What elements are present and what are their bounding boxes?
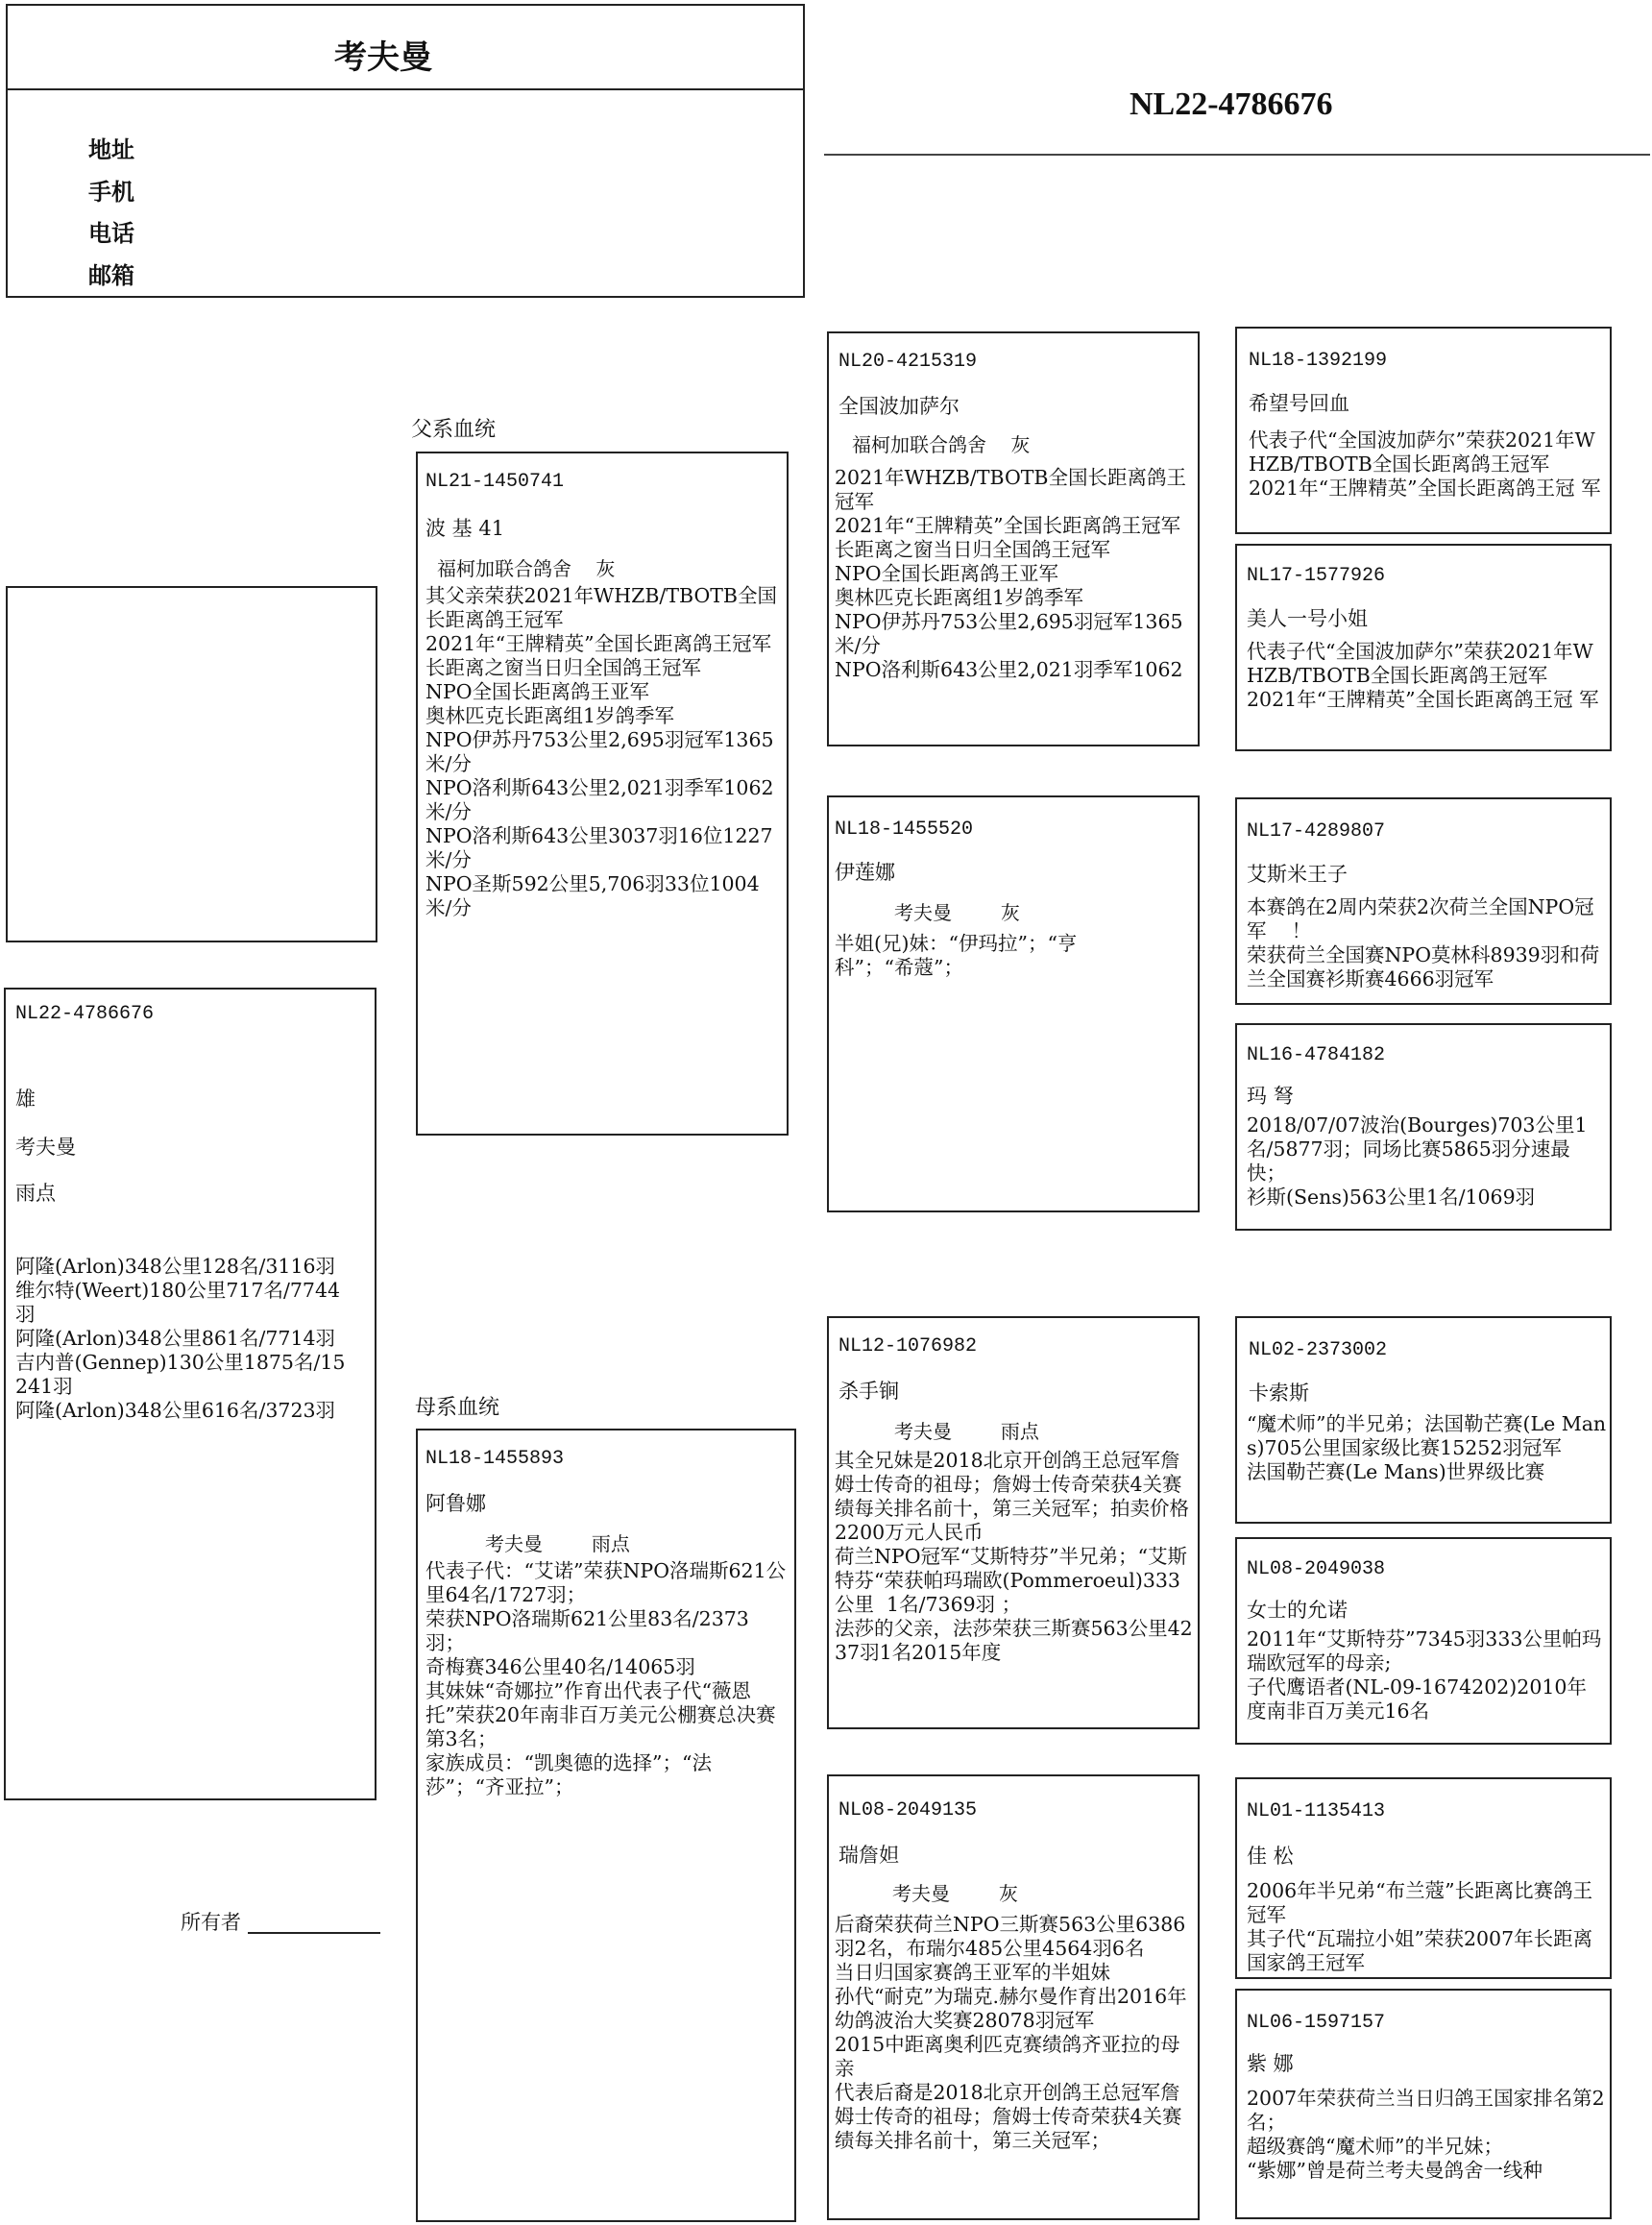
dss-name: 卡索斯: [1249, 1381, 1309, 1405]
dam-ring: NL18-1455893: [425, 1448, 565, 1470]
address-label: 地址: [88, 135, 134, 163]
sss-name: 希望号回血: [1249, 392, 1349, 415]
ssd-info: 代表子代“全国波加萨尔”荣获2021年WHZB/TBOTB全国长距离鸽王冠军 2021年“王牌精英”全国长距离鸽王冠 军: [1247, 640, 1599, 711]
dds-card: [1235, 1777, 1612, 1979]
ds-name: 杀手锏: [838, 1380, 899, 1403]
sds-name: 艾斯米王子: [1247, 863, 1348, 886]
sss-info: 代表子代“全国波加萨尔”荣获2021年WHZB/TBOTB全国长距离鸽王冠军 2021年“王牌精英”全国长距离鸽王冠 军: [1249, 428, 1601, 500]
mobile-label: 手机: [88, 178, 134, 206]
sss-ring: NL18-1392199: [1249, 350, 1388, 372]
dss-info: “魔术师”的半兄弟；法国勒芒赛(Le Mans)705公里国家级比赛15252羽冠军 法国勒芒赛(Le Mans)世界级比赛: [1247, 1412, 1607, 1483]
ssd-ring: NL17-1577926: [1247, 565, 1386, 587]
sire-breeder-color: 福柯加联合鸽舍 灰: [437, 557, 616, 580]
subject-color: 雨点: [15, 1182, 56, 1205]
ssd-name: 美人一号小姐: [1247, 607, 1368, 630]
owner-name: 考夫曼: [334, 38, 432, 77]
sds-card: [1235, 797, 1612, 1005]
sdd-name: 玛 弩: [1247, 1085, 1294, 1108]
dds-ring: NL01-1135413: [1247, 1800, 1386, 1822]
dd-card: [827, 1774, 1200, 2220]
sire-info: 其父亲荣获2021年WHZB/TBOTB全国长距离鸽王冠军 2021年“王牌精英”全国长距离鸽王冠军 长距离之窗当日归全国鸽王冠军 NPO全国长距离鸽王亚军 奥林匹克长距离组1岁鸽季军 NPO伊苏丹753公里2,695羽冠军1365米/分 NPO洛利斯643公里2,021羽季军1062米/分 NPO洛利斯643公里3037羽16位1227米/分 NPO圣斯592公里5,706羽33位1004米/分: [425, 584, 777, 919]
dam-name: 阿鲁娜: [425, 1492, 486, 1515]
email-label: 邮箱: [88, 261, 134, 289]
ss-ring: NL20-4215319: [838, 351, 978, 373]
subject-card: [4, 988, 377, 1800]
ddd-info: 2007年荣获荷兰当日归鸽王国家排名第2名； 超级赛鸽“魔术师”的半兄妹； “紫娜”曾是荷兰考夫曼鸽舍一线种: [1247, 2087, 1605, 2182]
owner-signature-line: [248, 1932, 380, 1934]
ss-info: 2021年WHZB/TBOTB全国长距离鸽王冠军 2021年“王牌精英”全国长距离鸽王冠军 长距离之窗当日归全国鸽王冠军 NPO全国长距离鸽王亚军 奥林匹克长距离组1岁鸽季军 NPO伊苏丹753公里2,695羽冠军1365米/分 NPO洛利斯643公里2,021羽季军1062: [835, 466, 1186, 681]
ddd-card: [1235, 1989, 1612, 2219]
dd-info: 后裔荣获荷兰NPO三斯赛563公里6386羽2名，布瑞尔485公里4564羽6名 当日归国家赛鸽王亚军的半姐妹 孙代“耐克”为瑞克.赫尔曼作育出2016年幼鸽波治大奖赛28078羽冠军 2015中距离奥利匹克赛绩鸽齐亚拉的母亲 代表后裔是2018北京开创鸽王总冠军詹姆士传奇的祖母；詹姆士传奇荣获4关赛绩每关排名前十，第三关冠军；: [835, 1913, 1187, 2152]
sire-name: 波 基 41: [425, 517, 505, 540]
dds-name: 佳 松: [1247, 1845, 1294, 1868]
dam-info: 代表子代：“艾诺”荣获NPO洛瑞斯621公里64名/1727羽； 荣获NPO洛瑞斯621公里83名/2373羽； 奇梅赛346公里40名/14065羽 其妹妹“奇娜拉”作育出代表子代“薇恩托”荣获20年南非百万美元公棚赛总决赛第3名； 家族成员：“凯奥德的选择”；“法莎”；“齐亚拉”；: [425, 1559, 787, 1798]
ds-card: [827, 1316, 1200, 1729]
photo-frame: [6, 586, 377, 942]
ddd-name: 紫 娜: [1247, 2052, 1294, 2075]
sd-info: 半姐(兄)妹：“伊玛拉”；“亨科”；“希蔻”；: [835, 932, 1078, 979]
dsd-info: 2011年“艾斯特芬”7345羽333公里帕玛瑞欧冠军的母亲; 子代鹰语者(NL-09-1674202)2010年度南非百万美元16名: [1247, 1627, 1602, 1723]
sdd-info: 2018/07/07波治(Bourges)703公里1名/5877羽；同场比赛5865羽分速最快； 衫斯(Sens)563公里1名/1069羽: [1247, 1113, 1588, 1209]
dss-card: [1235, 1316, 1612, 1524]
ddd-ring: NL06-1597157: [1247, 2012, 1386, 2034]
ds-info: 其全兄妹是2018北京开创鸽王总冠军詹姆士传奇的祖母；詹姆士传奇荣获4关赛绩每关排名前十，第三关冠军；拍卖价格2200万元人民币 荷兰NPO冠军“艾斯特芬”半兄弟；“艾斯特芬“荣获帕玛瑞欧(Pommeroeul)333公里 1名/7369羽 ； 法莎的父亲，法莎荣获三斯赛563公里4237羽1名2015年度: [835, 1449, 1193, 1664]
dsd-ring: NL08-2049038: [1247, 1558, 1386, 1580]
dsd-card: [1235, 1537, 1612, 1745]
sds-ring: NL17-4289807: [1247, 820, 1386, 843]
header-ring-number: NL22-4786676: [1130, 86, 1333, 122]
phone-label: 电话: [88, 219, 134, 247]
owner-signature-label: 所有者: [181, 1911, 241, 1934]
ss-card: [827, 331, 1200, 746]
ssd-card: [1235, 544, 1612, 751]
sire-ring: NL21-1450741: [425, 471, 565, 493]
dam-card: [416, 1429, 796, 2222]
sd-card: [827, 795, 1200, 1212]
subject-ring: NL22-4786676: [15, 1003, 155, 1025]
sds-info: 本赛鸽在2周内荣获2次荷兰全国NPO冠军 ！ 荣获荷兰全国赛NPO莫林科8939羽和荷兰全国赛衫斯赛4666羽冠军: [1247, 895, 1600, 990]
subject-results: 阿隆(Arlon)348公里128名/3116羽 维尔特(Weert)180公里717名/7744羽 阿隆(Arlon)348公里861名/7714羽 吉内普(Gennep)130公里1875名/15241羽 阿隆(Arlon)348公里616名/3723羽: [15, 1255, 346, 1422]
sire-line-label: 父系血统: [411, 418, 497, 442]
header-divider: [824, 154, 1650, 156]
ss-breeder-color: 福柯加联合鸽舍 灰: [852, 433, 1031, 456]
dd-name: 瑞詹妲: [838, 1844, 899, 1867]
sss-card: [1235, 327, 1612, 534]
dam-breeder-color: 考夫曼 雨点: [485, 1532, 630, 1555]
subject-owner: 考夫曼: [15, 1136, 76, 1159]
dam-line-label: 母系血统: [415, 1396, 500, 1420]
ds-breeder-color: 考夫曼 雨点: [894, 1420, 1039, 1443]
sd-ring: NL18-1455520: [835, 819, 974, 841]
sdd-ring: NL16-4784182: [1247, 1044, 1386, 1066]
dsd-name: 女士的允诺: [1247, 1599, 1348, 1622]
ds-ring: NL12-1076982: [838, 1335, 978, 1357]
sire-card: [416, 452, 789, 1136]
dds-info: 2006年半兄弟“布兰蔻”长距离比赛鸽王冠军 其子代“瓦瑞拉小姐”荣获2007年长距离国家鸽王冠军: [1247, 1879, 1593, 1974]
owner-header-title-row: [8, 6, 803, 90]
owner-header-box: [6, 4, 805, 298]
dss-ring: NL02-2373002: [1249, 1339, 1388, 1361]
sdd-card: [1235, 1023, 1612, 1231]
dd-breeder-color: 考夫曼 灰: [892, 1882, 1018, 1905]
sd-name: 伊莲娜: [835, 861, 895, 884]
sd-breeder-color: 考夫曼 灰: [894, 901, 1020, 924]
subject-sex: 雄: [15, 1088, 36, 1111]
ss-name: 全国波加萨尔: [838, 395, 960, 418]
dd-ring: NL08-2049135: [838, 1799, 978, 1822]
